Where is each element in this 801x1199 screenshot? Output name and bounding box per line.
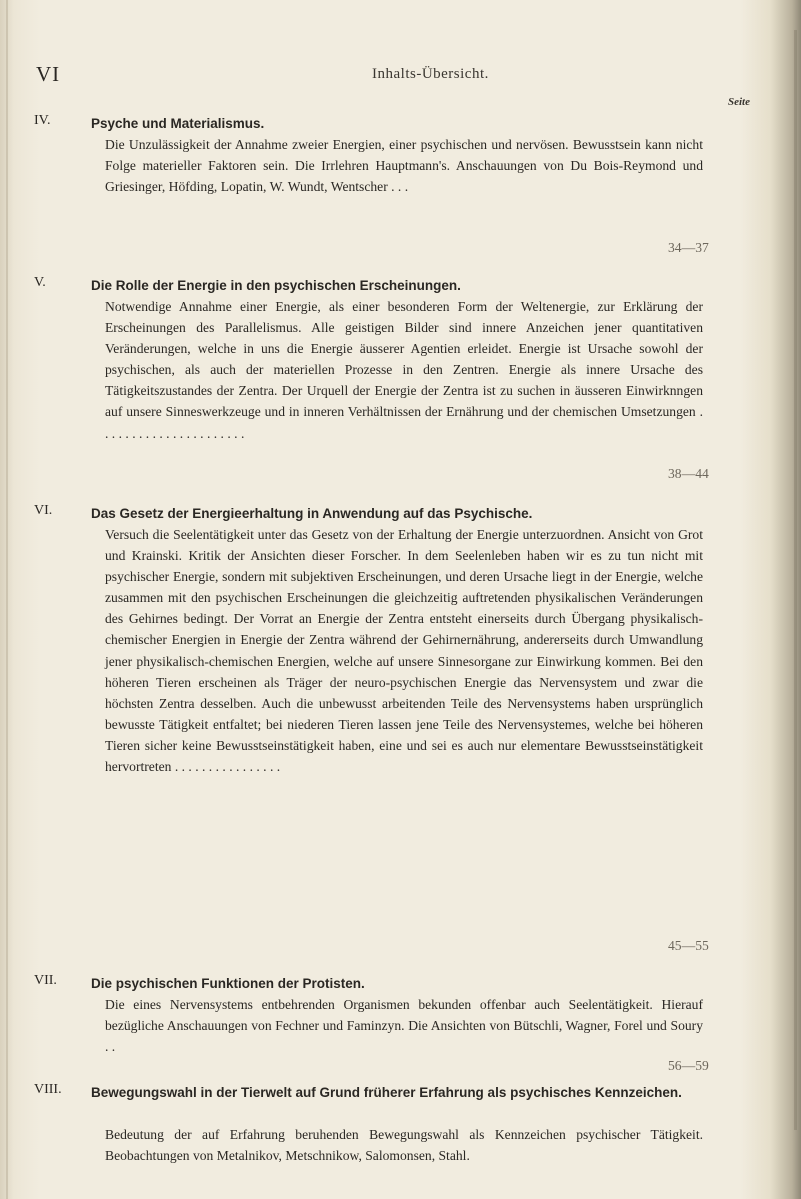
chapter-summary: Notwendige Annahme einer Energie, als einer besonderen Form der Weltenergie, zur Erklärung der Erscheinungen des Parallelismus. Alle geistigen Bilder sind innere Anzeichen jener quantitativen Veränderungen, welche in uns die Energie äusserer Agentien erleidet. Energie ist Ursache sowohl der psychischen, als auch der materiellen Prozesse in den Zentren. Energie als innere Ursache des Tätigkeitszustandes der Zentra. Der Urquell der Energie der Zentra ist zu suchen in äusseren Einwirknngen auf unsere Sinneswerkzeuge und in inneren Verhältnissen der Ernährung und der chemischen Umsetzungen . . . . . . . . . . . . . . . . . . . . . . [105, 299, 703, 441]
chapter-summary: Bedeutung der auf Erfahrung beruhenden Bewegungswahl als Kennzeichen psychischer Tätigkeit. Beobachtungen von Metalnikov, Metschnikow, Salomonsen, Stahl. [105, 1127, 703, 1164]
page-header [0, 62, 801, 88]
chapter-title: Das Gesetz der Energieerhaltung in Anwendung auf das Psychische. [91, 506, 533, 521]
chapter-number: V. [34, 275, 46, 290]
toc-entry-iv [34, 113, 752, 271]
chapter-number: VII. [34, 973, 57, 988]
page-range: 45—55 [668, 938, 709, 953]
toc-entry-vii [34, 973, 752, 1083]
chapter-title: Die psychischen Funktionen der Protisten. [91, 976, 365, 991]
page-edge [794, 30, 797, 1130]
page-range: 34—37 [668, 240, 709, 255]
chapter-summary: Die eines Nervensystems entbehrenden Organismen bekunden offenbar auch Seelentätigkeit. Hierauf bezügliche Anschauungen von Fechner und Faminzyn. Die Ansichten von Bütschli, Wagner, Forel und Soury . . [105, 997, 703, 1055]
chapter-title: Die Rolle der Energie in den psychischen Erscheinungen. [91, 278, 461, 293]
toc-entry-v [34, 275, 752, 493]
toc-entry-viii [34, 1082, 752, 1192]
chapter-title: Psyche und Materialismus. [91, 116, 265, 131]
chapter-number: VI. [34, 503, 53, 518]
chapter-summary: Die Unzulässigkeit der Annahme zweier Energien, einer psychischen und nervösen. Bewusstsein kann nicht Folge materieller Faktoren sein. Die Irrlehren Hauptmann's. Anschauungen von Du Bois-Reymond und Griesinger, Höfding, Lopatin, W. Wundt, Wentscher . . . [105, 137, 703, 195]
chapter-summary: Versuch die Seelentätigkeit unter das Gesetz von der Erhaltung der Energie unterzuordnen. Ansicht von Grot und Krainski. Kritik der Ansichten dieser Forscher. In dem Seelenleben haben wir es zu tun nicht mit psychischer Energie, sondern mit subjektiven Erscheinungen, und deren Ursache liegt in der Energie, welche zusammen mit den psychischen Erscheinungen die gleichzeitig auftretenden physikalischen Veränderungen des Gehirnes bedingt. Der Vorrat an Energie der Zentra entsteht einerseits durch Übergang physikalisch-chemischer Energien in Energie der Zentra während der Gehirnernährung, andererseits durch Umwandlung jener physikalisch-chemischen Energien, welche auf unsere Sinnesorgane zur Einwirkung kommen. Bei den höheren Tieren erscheinen als Träger der neuro-psychischen Energie das Nervensystem und zwar die höchsten Zentra desselben. Auch die unbewusst arbeitenden Teile des Nervensystems haben ursprünglich bewusste Tätigkeit entfaltet; bei niederen Tieren lassen jene Teile des Nervensystemes, welche bei höheren Tieren sicher keine Bewusstseinstätigkeit haben, eine und sei es auch nur elementare Bewusstseinstätigkeit hervortreten . . . . . . . . . . . . . . . . [105, 527, 703, 775]
page-range: 38—44 [668, 466, 709, 481]
binding-shadow [6, 0, 8, 1199]
running-title: Inhalts-Übersicht. [372, 66, 489, 82]
chapter-number: VIII. [34, 1082, 62, 1097]
page-number: VI [36, 62, 61, 86]
chapter-title: Bewegungswahl in der Tierwelt auf Grund früherer Erfahrung als psychisches Kennzeichen. [91, 1085, 682, 1100]
toc-entry-vi [34, 503, 752, 963]
chapter-number: IV. [34, 113, 51, 128]
page-range: 56—59 [668, 1058, 709, 1073]
seite-column-label: Seite [728, 96, 750, 108]
